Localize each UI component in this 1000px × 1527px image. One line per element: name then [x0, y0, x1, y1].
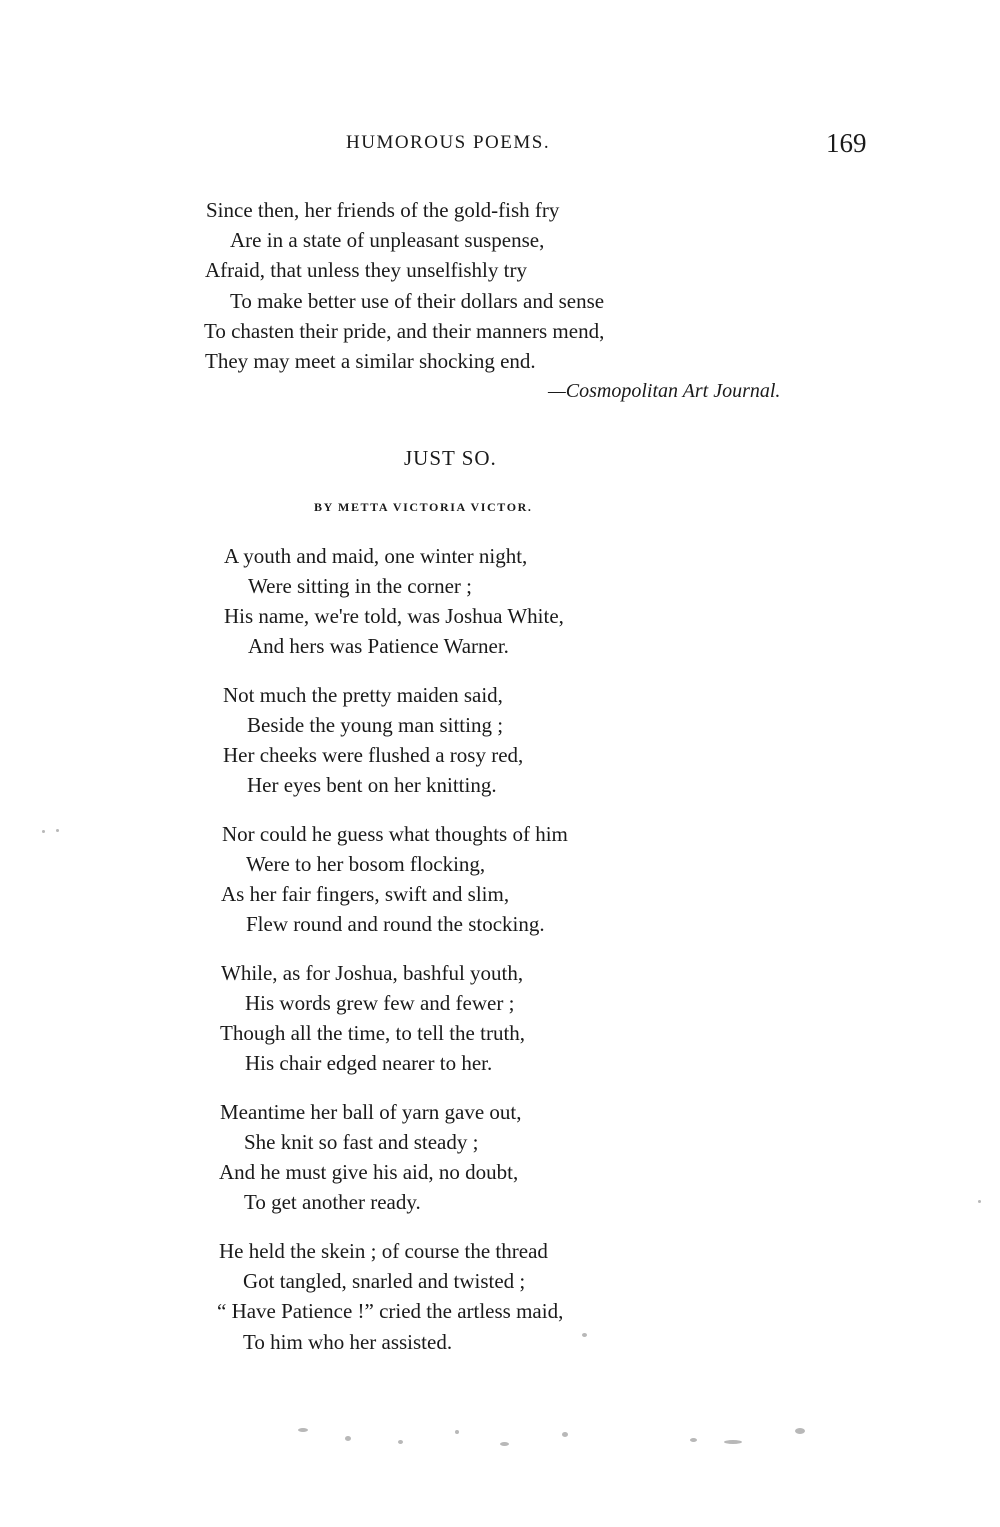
speck	[455, 1430, 459, 1434]
poem-line: Her cheeks were flushed a rosy red,	[223, 743, 524, 767]
speck	[56, 829, 59, 832]
speck	[500, 1442, 509, 1446]
poem-line: She knit so fast and steady ;	[244, 1130, 479, 1154]
poem-line: To get another ready.	[244, 1190, 421, 1214]
poem-line: To make better use of their dollars and sense	[230, 289, 605, 313]
poem-line: To chasten their pride, and their manners mend,	[204, 319, 605, 343]
poem-line: And hers was Patience Warner.	[248, 634, 509, 658]
poem-line: While, as for Joshua, bashful youth,	[221, 961, 524, 985]
poem-line: To him who her assisted.	[243, 1330, 453, 1354]
poem-line: Nor could he guess what thoughts of him	[222, 822, 568, 846]
poem-line: Are in a state of unpleasant suspense,	[230, 228, 545, 252]
speck	[978, 1200, 981, 1203]
speck	[398, 1440, 403, 1444]
poem-line: “ Have Patience !” cried the artless maid,	[217, 1299, 564, 1323]
poem-line: Since then, her friends of the gold-fish fry	[206, 198, 560, 222]
poem-line: Not much the pretty maiden said,	[223, 683, 503, 707]
poem-line: A youth and maid, one winter night,	[224, 544, 528, 568]
speck	[345, 1436, 351, 1441]
poem-line: Afraid, that unless they unselfishly try	[205, 258, 527, 282]
poem-line: Beside the young man sitting ;	[247, 713, 504, 737]
poem-title: JUST SO.	[404, 446, 497, 470]
poem-line: Though all the time, to tell the truth,	[220, 1021, 526, 1045]
poem-line: As her fair fingers, swift and slim,	[221, 882, 510, 906]
poem-line: Got tangled, snarled and twisted ;	[243, 1269, 526, 1293]
poem-line: They may meet a similar shocking end.	[205, 349, 536, 373]
speck	[582, 1333, 587, 1337]
poem-byline: BY METTA VICTORIA VICTOR.	[314, 500, 533, 514]
poem-line: Flew round and round the stocking.	[246, 912, 545, 936]
speck	[690, 1438, 697, 1442]
poem-line: Were to her bosom flocking,	[246, 852, 486, 876]
speck	[724, 1440, 742, 1444]
speck	[562, 1432, 568, 1437]
poem-line: His chair edged nearer to her.	[245, 1051, 493, 1075]
speck	[42, 830, 45, 833]
attribution: —Cosmopolitan Art Journal.	[548, 380, 781, 402]
poem-line: He held the skein ; of course the thread	[219, 1239, 548, 1263]
poem-line: His words grew few and fewer ;	[245, 991, 515, 1015]
poem-line: Meantime her ball of yarn gave out,	[220, 1100, 522, 1124]
poem-line: Were sitting in the corner ;	[248, 574, 472, 598]
speck	[795, 1428, 805, 1434]
speck	[298, 1428, 308, 1432]
poem-line: His name, we're told, was Joshua White,	[224, 604, 564, 628]
running-title: HUMOROUS POEMS.	[346, 132, 551, 153]
page-number: 169	[826, 128, 867, 158]
poem-line: Her eyes bent on her knitting.	[247, 773, 497, 797]
poem-line: And he must give his aid, no doubt,	[219, 1160, 519, 1184]
